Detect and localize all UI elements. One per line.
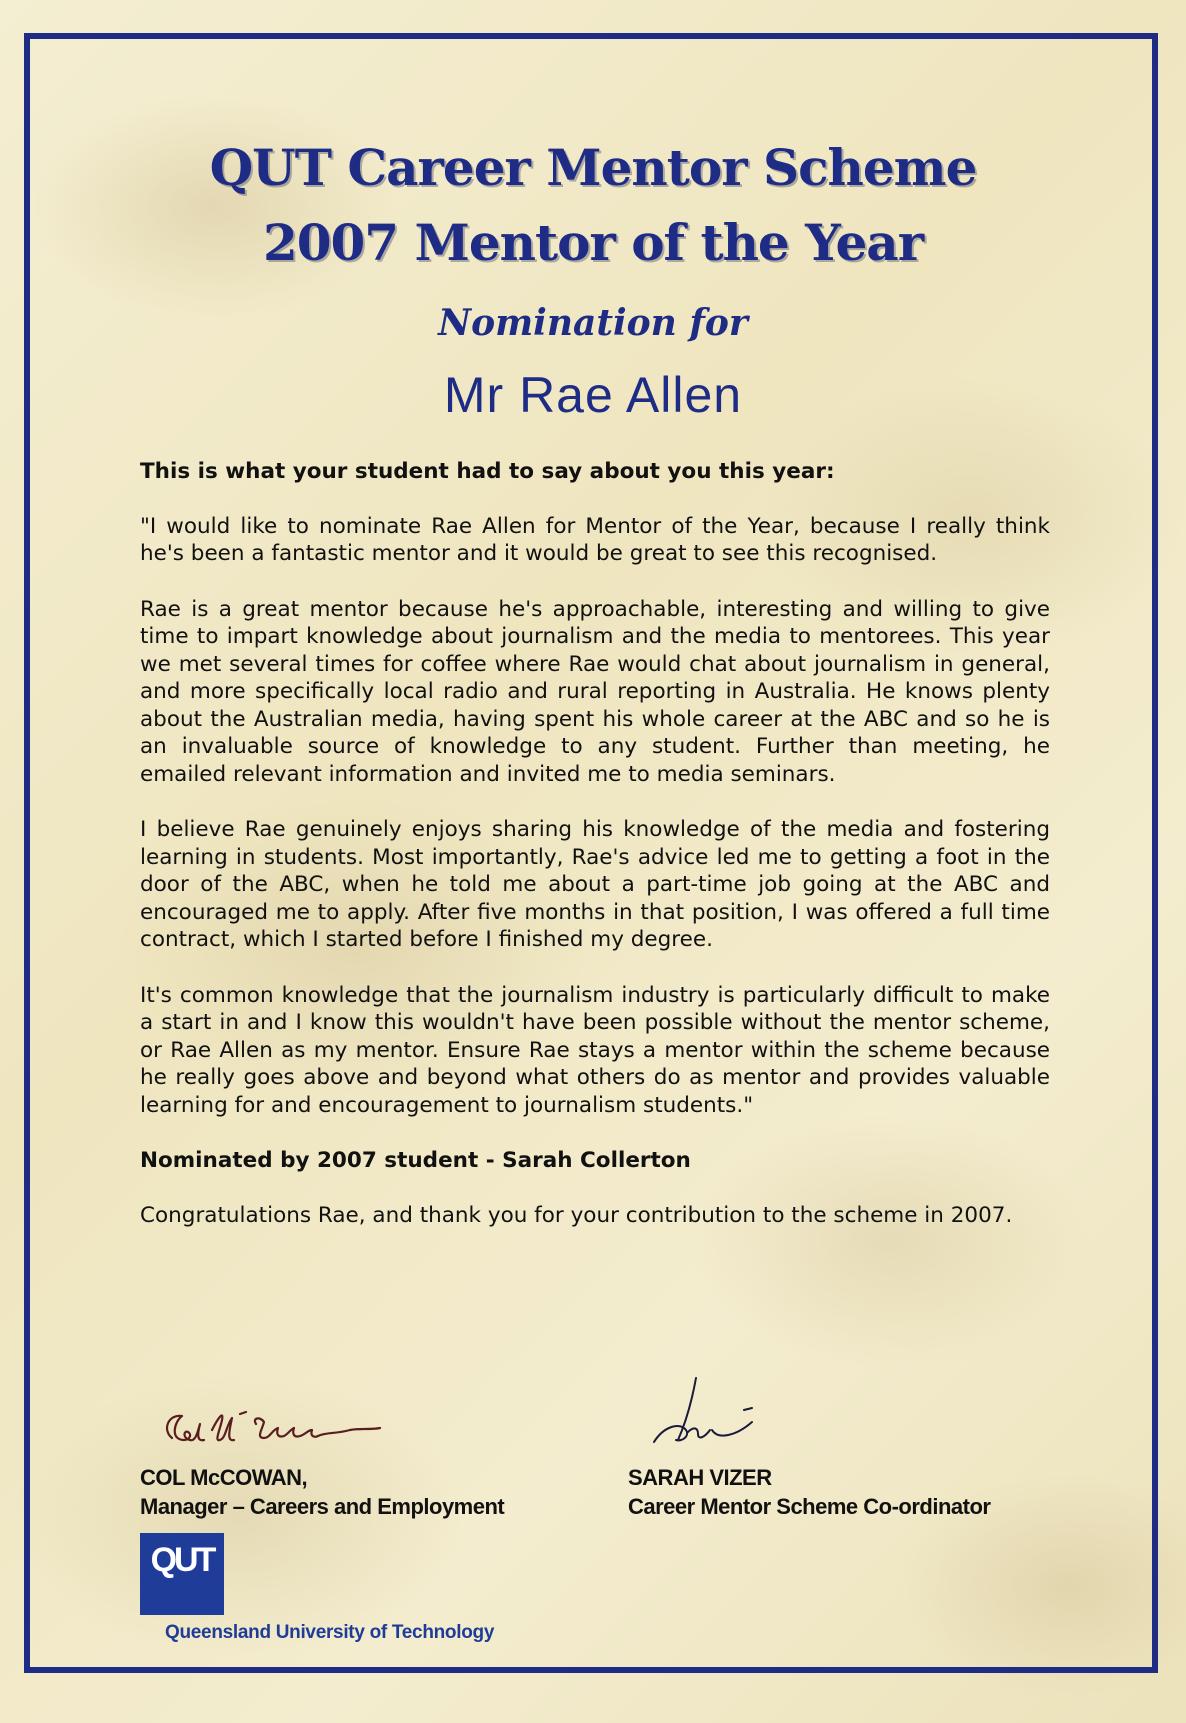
paragraph: Rae is a great mentor because he's approachable, interesting and willing to give time to impart knowledge about journalism and the media to mentorees. This year we met several times for coffee where Rae would chat about journalism in general, and more specifically local radio and rural reporting in Australia. He knows plenty about the Australian media, having spent his whole career at the ABC and so he is an invaluable source of knowledge to any student. Further than meeting, he emailed relevant information and invited me to media seminars. <box>140 596 1050 787</box>
signature-col-mccowan <box>160 1400 420 1460</box>
signatory-col-mccowan <box>140 1463 504 1521</box>
university-name: Queensland University of Technology <box>165 1622 495 1643</box>
congratulations-text: Congratulations Rae, and thank you for your contribution to the scheme in 2007. <box>140 1202 1013 1228</box>
intro-heading: This is what your student had to say about you this year: <box>140 459 835 484</box>
nomination-label: Nomination for <box>438 302 748 344</box>
recipient-name: Mr Rae Allen <box>443 367 743 423</box>
signatory-name: SARAH VIZER <box>628 1465 772 1490</box>
paragraph: "I would like to nominate Rae Allen for Mentor of the Year, because I really think he's been a fantastic mentor and it would be great to see this recognised. <box>140 513 1050 566</box>
logo-text: QUT <box>150 1541 214 1579</box>
qut-logo <box>140 1533 224 1615</box>
signatory-sarah-vizer <box>628 1463 990 1521</box>
award-title: 2007 Mentor of the Year <box>262 213 924 272</box>
signatory-name: COL McCOWAN, <box>140 1465 308 1490</box>
signatory-role: Manager – Careers and Employment <box>140 1494 505 1519</box>
paragraph: It's common knowledge that the journalism industry is particularly difficult to make a start in and I know this wouldn't have been possible without the mentor scheme, or Rae Allen as my mentor. Ensure Rae stays a mentor within the scheme because he really goes above and beyond what others do as mentor and provides valuable learning for and encouragement to journalism students." <box>140 982 1050 1118</box>
signatory-role: Career Mentor Scheme Co-ordinator <box>628 1494 991 1519</box>
nomination-text <box>140 458 1050 1257</box>
paragraph: I believe Rae genuinely enjoys sharing his knowledge of the media and fostering learning in students. Most importantly, Rae's advice led me to getting a foot in the door of the ABC, when he told me about a part-time job going at the ABC and encouraged me to apply. After five months in that position, I was offered a full time contract, which I started before I finished my degree. <box>140 817 1050 952</box>
signature-sarah-vizer <box>640 1370 770 1460</box>
certificate-title: QUT Career Mentor Scheme <box>209 138 977 197</box>
nominated-by: Nominated by 2007 student - Sarah Collerton <box>140 1148 691 1173</box>
